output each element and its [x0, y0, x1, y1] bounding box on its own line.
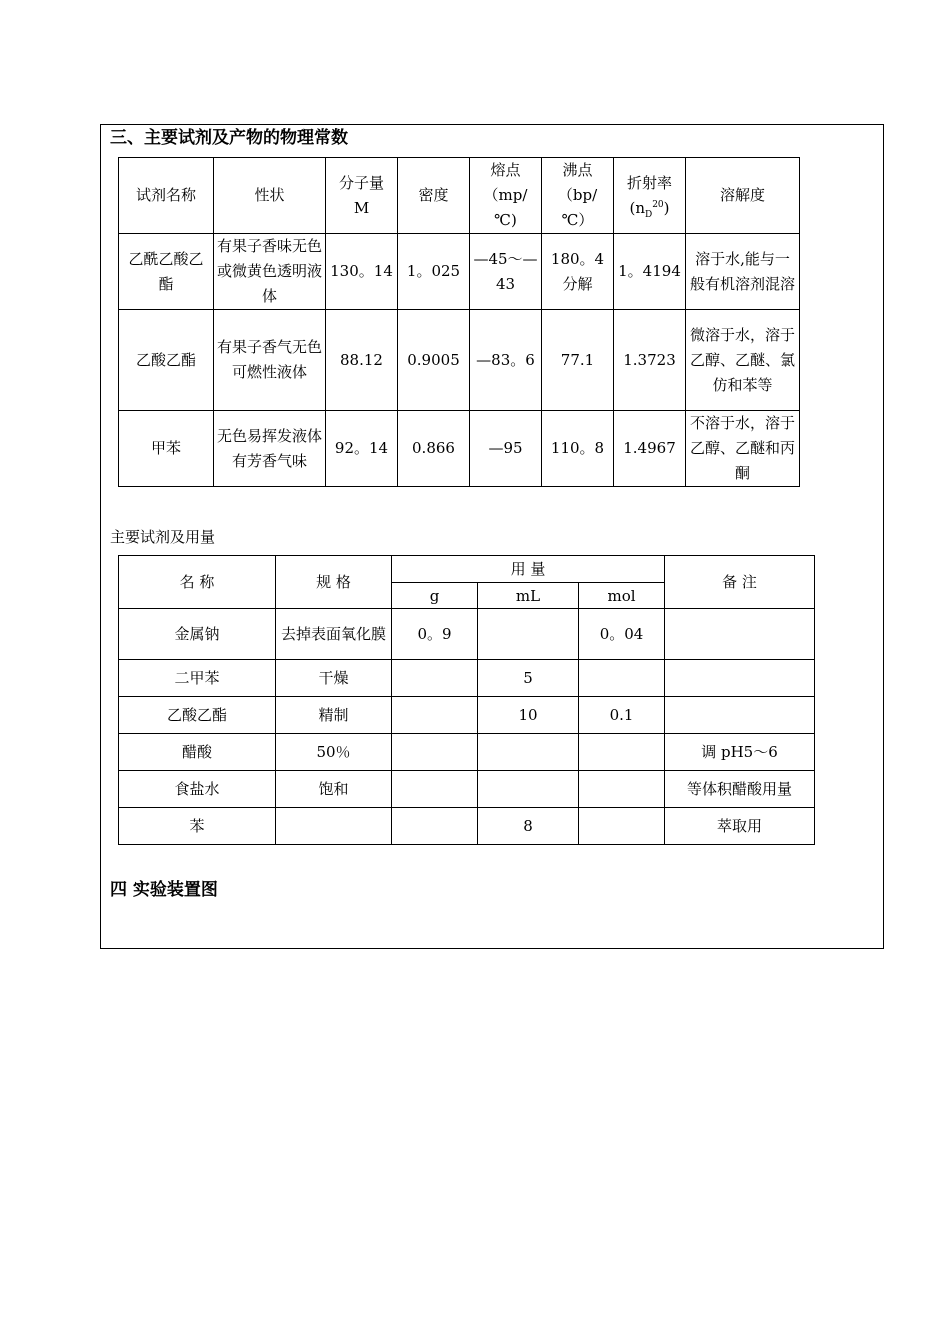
cell-mol: [579, 771, 665, 808]
cell-spec: 干燥: [276, 660, 392, 697]
table-row: [119, 411, 800, 487]
cell-mw: 92。14: [326, 411, 398, 487]
table-row: [119, 771, 815, 808]
cell-density: 0.866: [398, 411, 470, 487]
cell-mol: 0.1: [579, 697, 665, 734]
cell-note: 等体积醋酸用量: [665, 771, 815, 808]
cell-density: 0.9005: [398, 310, 470, 411]
cell-density: 1。025: [398, 234, 470, 310]
cell-ri: 1.3723: [614, 310, 686, 411]
table-row: [119, 310, 800, 411]
cell-g: [392, 771, 478, 808]
cell-note: [665, 609, 815, 660]
cell-bp: 77.1: [542, 310, 614, 411]
cell-name: 乙酸乙酯: [119, 697, 276, 734]
cell-appearance: 有果子香气无色可燃性液体: [214, 310, 326, 411]
cell-appearance: 无色易挥发液体有芳香气味: [214, 411, 326, 487]
header-mol: mol: [579, 583, 665, 609]
cell-mw: 88.12: [326, 310, 398, 411]
cell-note: [665, 660, 815, 697]
cell-name: 苯: [119, 808, 276, 845]
header-appearance: 性状: [214, 158, 326, 234]
cell-spec: 精制: [276, 697, 392, 734]
header-density: 密度: [398, 158, 470, 234]
header-boiling-point: 沸点 （bp/ ℃）: [542, 158, 614, 234]
cell-name: 甲苯: [119, 411, 214, 487]
table-header-row: [119, 158, 800, 234]
cell-name: 食盐水: [119, 771, 276, 808]
reagents-caption: 主要试剂及用量: [110, 528, 216, 546]
cell-spec: [276, 808, 392, 845]
cell-g: [392, 697, 478, 734]
header-name: 名 称: [119, 556, 276, 609]
cell-appearance: 有果子香味无色或微黄色透明液体: [214, 234, 326, 310]
cell-ml: [478, 771, 579, 808]
header-name: 试剂名称: [119, 158, 214, 234]
cell-mp: —95: [470, 411, 542, 487]
cell-bp: 110。8: [542, 411, 614, 487]
cell-name: 乙酰乙酸乙酯: [119, 234, 214, 310]
cell-name: 二甲苯: [119, 660, 276, 697]
cell-g: [392, 734, 478, 771]
cell-name: 乙酸乙酯: [119, 310, 214, 411]
table-row: [119, 234, 800, 310]
header-molecular-weight: 分子量 M: [326, 158, 398, 234]
cell-mol: [579, 808, 665, 845]
cell-solubility: 不溶于水，溶于乙醇、乙醚和丙酮: [686, 411, 800, 487]
cell-spec: 去掉表面氧化膜: [276, 609, 392, 660]
cell-spec: 50％: [276, 734, 392, 771]
cell-ml: [478, 734, 579, 771]
section-3-title: 三、主要试剂及产物的物理常数: [110, 128, 348, 148]
cell-mol: [579, 660, 665, 697]
cell-note: [665, 697, 815, 734]
table-row: [119, 609, 815, 660]
cell-note: 调 pH5～6: [665, 734, 815, 771]
cell-bp: 180。4分解: [542, 234, 614, 310]
cell-ri: 1。4194: [614, 234, 686, 310]
cell-ri: 1.4967: [614, 411, 686, 487]
cell-solubility: 微溶于水，溶于乙醇、乙醚、氯仿和苯等: [686, 310, 800, 411]
header-ml: mL: [478, 583, 579, 609]
header-melting-point: 熔点 （mp/ ℃): [470, 158, 542, 234]
cell-name: 金属钠: [119, 609, 276, 660]
header-g: g: [392, 583, 478, 609]
cell-solubility: 溶于水,能与一般有机溶剂混溶: [686, 234, 800, 310]
table-row: [119, 734, 815, 771]
cell-ml: [478, 609, 579, 660]
cell-g: [392, 808, 478, 845]
cell-mw: 130。14: [326, 234, 398, 310]
cell-spec: 饱和: [276, 771, 392, 808]
header-spec: 规 格: [276, 556, 392, 609]
cell-name: 醋酸: [119, 734, 276, 771]
table-header-row: [119, 556, 815, 583]
cell-ml: 10: [478, 697, 579, 734]
table-row: [119, 660, 815, 697]
cell-g: 0。9: [392, 609, 478, 660]
header-note: 备 注: [665, 556, 815, 609]
reagents-usage-table: [118, 555, 815, 845]
header-refractive-index: 折射率 $(n_D^{20})$: [614, 158, 686, 234]
cell-mol: [579, 734, 665, 771]
header-solubility: 溶解度: [686, 158, 800, 234]
cell-note: 萃取用: [665, 808, 815, 845]
cell-mol: 0。04: [579, 609, 665, 660]
cell-ml: 8: [478, 808, 579, 845]
section-4-title: 四 实验装置图: [110, 880, 218, 900]
header-amount: 用 量: [392, 556, 665, 583]
cell-g: [392, 660, 478, 697]
table-row: [119, 697, 815, 734]
table-row: [119, 808, 815, 845]
physical-constants-table: [118, 157, 800, 487]
cell-ml: 5: [478, 660, 579, 697]
cell-mp: —45～—43: [470, 234, 542, 310]
cell-mp: —83。6: [470, 310, 542, 411]
